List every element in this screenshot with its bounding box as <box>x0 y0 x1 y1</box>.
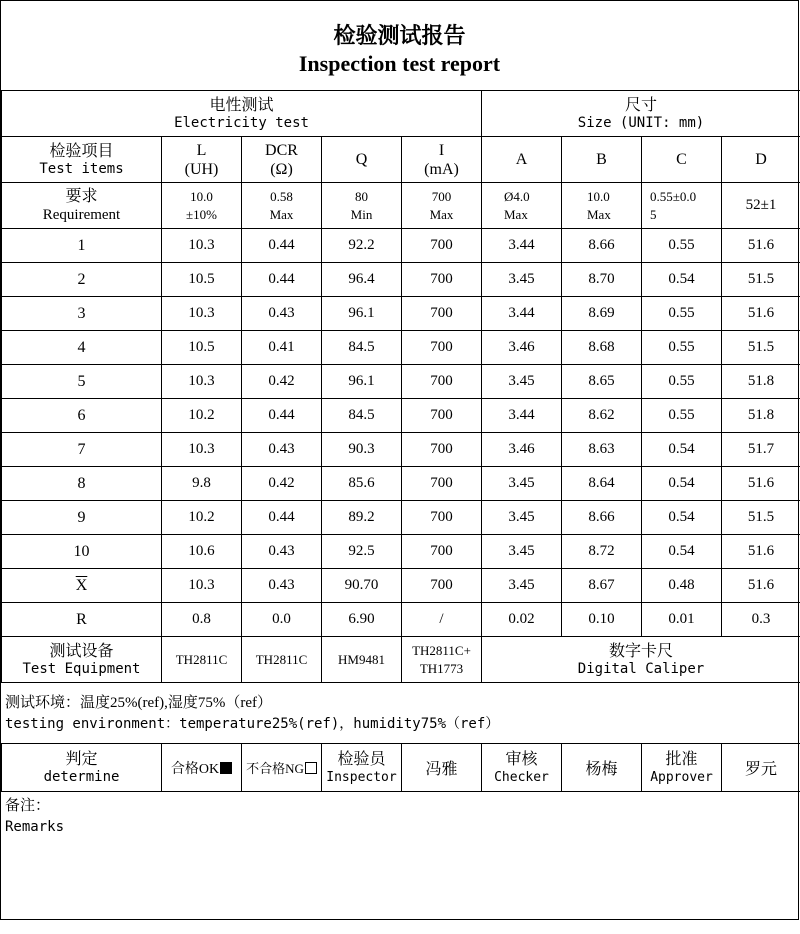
equipment-L: TH2811C <box>162 637 242 683</box>
equipment-label-cn: 测试设备 <box>49 642 114 660</box>
equipment-Q: HM9481 <box>322 637 402 683</box>
cell-A: 3.45 <box>482 569 562 603</box>
test-environment <box>1 682 798 744</box>
cell-B: 8.66 <box>562 229 642 263</box>
cell-I: 700 <box>402 331 482 365</box>
cell-L: 9.8 <box>162 467 242 501</box>
req-D: 52±1 <box>722 183 800 229</box>
req-A <box>482 183 562 229</box>
cell-D: 51.6 <box>722 535 800 569</box>
cell-Q: 92.2 <box>322 229 402 263</box>
cell-C: 0.55 <box>642 399 722 433</box>
cell-B: 8.67 <box>562 569 642 603</box>
cell-A: 3.45 <box>482 263 562 297</box>
req-I-value: 700 <box>431 188 452 204</box>
checker-label-en: Checker <box>494 769 549 785</box>
cell-L: 10.2 <box>162 399 242 433</box>
cell-L: 10.3 <box>162 433 242 467</box>
cell-D: 51.6 <box>722 467 800 501</box>
group-electric <box>2 91 482 137</box>
cell-Q: 85.6 <box>322 467 402 501</box>
row-label: 10 <box>2 535 162 569</box>
group-size-en: Size (UNIT: mm) <box>577 114 705 131</box>
req-A-value: Ø4.0 <box>504 188 530 204</box>
cell-D: 51.5 <box>722 331 800 365</box>
cell-L: 10.3 <box>162 229 242 263</box>
req-A-limit: Max <box>504 206 528 222</box>
inspector-label-en: Inspector <box>326 769 397 785</box>
cell-B: 8.72 <box>562 535 642 569</box>
table-row <box>2 229 800 263</box>
table-row <box>2 365 800 399</box>
req-Q-limit: Min <box>350 206 373 222</box>
cell-DCR: 0.44 <box>242 501 322 535</box>
cell-B: 8.69 <box>562 297 642 331</box>
approver-label-cn: 批准 <box>665 750 698 768</box>
cell-DCR: 0.0 <box>242 603 322 637</box>
ok-checkbox[interactable] <box>162 744 242 792</box>
cell-L: 10.5 <box>162 331 242 365</box>
row-label: 8 <box>2 467 162 501</box>
cell-Q: 90.70 <box>322 569 402 603</box>
cell-DCR: 0.43 <box>242 433 322 467</box>
col-I-top: I <box>438 141 445 159</box>
equipment-label-en: Test Equipment <box>22 660 141 677</box>
cell-D: 51.7 <box>722 433 800 467</box>
cell-D: 51.8 <box>722 365 800 399</box>
table-row <box>2 399 800 433</box>
cell-L: 10.3 <box>162 569 242 603</box>
cell-A: 3.44 <box>482 399 562 433</box>
cell-DCR: 0.44 <box>242 263 322 297</box>
row-label: 2 <box>2 263 162 297</box>
equipment-DCR: TH2811C <box>242 637 322 683</box>
group-electric-en: Electricity test <box>174 114 309 131</box>
ng-checkbox[interactable] <box>242 744 322 792</box>
cell-A: 3.45 <box>482 501 562 535</box>
cell-D: 0.3 <box>722 603 800 637</box>
req-B <box>562 183 642 229</box>
inspector-label <box>322 744 402 792</box>
cell-D: 51.8 <box>722 399 800 433</box>
req-Q-value: 80 <box>355 188 368 204</box>
cell-C: 0.54 <box>642 263 722 297</box>
cell-D: 51.6 <box>722 569 800 603</box>
col-DCR-top: DCR <box>265 141 298 159</box>
req-B-limit: Max <box>587 206 611 222</box>
equipment-label <box>2 637 162 683</box>
col-DCR-unit: (Ω) <box>270 160 293 178</box>
group-electric-cn: 电性测试 <box>209 96 274 114</box>
cell-DCR: 0.43 <box>242 297 322 331</box>
approver-label <box>642 744 722 792</box>
col-test-items-en: Test items <box>39 160 124 177</box>
cell-D: 51.5 <box>722 263 800 297</box>
remarks-label-cn: 备注： <box>5 798 51 814</box>
table-row <box>2 569 800 603</box>
cell-B: 8.66 <box>562 501 642 535</box>
cell-DCR: 0.42 <box>242 365 322 399</box>
equipment-table <box>1 636 800 683</box>
cell-L: 0.8 <box>162 603 242 637</box>
cell-L: 10.6 <box>162 535 242 569</box>
cell-B: 8.65 <box>562 365 642 399</box>
cell-I: / <box>402 603 482 637</box>
cell-DCR: 0.42 <box>242 467 322 501</box>
measurement-table <box>1 228 800 637</box>
cell-Q: 96.1 <box>322 365 402 399</box>
cell-L: 10.3 <box>162 297 242 331</box>
cell-A: 3.46 <box>482 433 562 467</box>
unchecked-box-icon <box>305 762 317 774</box>
inspector-label-cn: 检验员 <box>337 750 386 768</box>
cell-C: 0.54 <box>642 467 722 501</box>
req-L-tolerance: ±10% <box>186 206 217 222</box>
inspector-name: 冯雅 <box>402 744 482 792</box>
cell-Q: 84.5 <box>322 331 402 365</box>
req-I <box>402 183 482 229</box>
cell-Q: 92.5 <box>322 535 402 569</box>
checked-box-icon <box>220 762 232 774</box>
cell-L: 10.3 <box>162 365 242 399</box>
cell-DCR: 0.44 <box>242 399 322 433</box>
cell-DCR: 0.43 <box>242 535 322 569</box>
req-C <box>642 183 722 229</box>
cell-D: 51.5 <box>722 501 800 535</box>
row-label: $\overline{X}$ <box>2 569 162 603</box>
cell-Q: 84.5 <box>322 399 402 433</box>
cell-C: 0.01 <box>642 603 722 637</box>
cell-Q: 89.2 <box>322 501 402 535</box>
row-label: 6 <box>2 399 162 433</box>
environment-en: testing environment：temperature25%(ref)，humidity75%（ref） <box>5 716 500 732</box>
col-L <box>162 137 242 183</box>
cell-DCR: 0.41 <box>242 331 322 365</box>
cell-I: 700 <box>402 297 482 331</box>
cell-B: 8.63 <box>562 433 642 467</box>
requirement-label-en: Requirement <box>42 206 121 223</box>
approver-label-en: Approver <box>650 769 713 785</box>
col-L-top: L <box>196 141 207 159</box>
group-size-cn: 尺寸 <box>624 96 657 114</box>
req-C-tolerance: 5 <box>650 206 657 222</box>
cell-A: 3.45 <box>482 467 562 501</box>
determine-label <box>2 744 162 792</box>
cell-B: 8.70 <box>562 263 642 297</box>
req-Q <box>322 183 402 229</box>
row-label: 1 <box>2 229 162 263</box>
req-DCR <box>242 183 322 229</box>
cell-Q: 90.3 <box>322 433 402 467</box>
cell-I: 700 <box>402 569 482 603</box>
cell-C: 0.55 <box>642 297 722 331</box>
requirement-label-cn: 要求 <box>65 187 98 205</box>
report-header <box>1 1 798 91</box>
cell-B: 8.62 <box>562 399 642 433</box>
req-L-value: 10.0 <box>190 188 213 204</box>
row-label: 7 <box>2 433 162 467</box>
equipment-size-cn: 数字卡尺 <box>608 642 673 660</box>
cell-B: 8.64 <box>562 467 642 501</box>
equipment-size <box>482 637 800 683</box>
signoff-table <box>1 743 800 792</box>
cell-A: 3.44 <box>482 229 562 263</box>
cell-A: 3.45 <box>482 535 562 569</box>
cell-Q: 96.4 <box>322 263 402 297</box>
cell-DCR: 0.44 <box>242 229 322 263</box>
req-DCR-limit: Max <box>269 206 294 222</box>
col-I-unit: (mA) <box>424 160 459 178</box>
cell-L: 10.5 <box>162 263 242 297</box>
checker-label <box>482 744 562 792</box>
cell-C: 0.55 <box>642 229 722 263</box>
approver-name: 罗元 <box>722 744 800 792</box>
determine-label-en: determine <box>43 768 120 785</box>
requirement-label <box>2 183 162 229</box>
col-B: B <box>562 137 642 183</box>
equipment-I-line1: TH2811C+ <box>412 642 471 658</box>
equipment-I-line2: TH1773 <box>419 660 464 676</box>
table-row <box>2 297 800 331</box>
table-row <box>2 467 800 501</box>
row-label: 9 <box>2 501 162 535</box>
ok-label: 合格OK <box>170 761 220 777</box>
row-label: 3 <box>2 297 162 331</box>
cell-I: 700 <box>402 535 482 569</box>
table-row <box>2 331 800 365</box>
req-L <box>162 183 242 229</box>
cell-I: 700 <box>402 467 482 501</box>
col-Q: Q <box>322 137 402 183</box>
col-C: C <box>642 137 722 183</box>
col-test-items <box>2 137 162 183</box>
determine-label-cn: 判定 <box>65 750 98 768</box>
cell-Q: 96.1 <box>322 297 402 331</box>
cell-C: 0.54 <box>642 535 722 569</box>
cell-DCR: 0.43 <box>242 569 322 603</box>
cell-I: 700 <box>402 433 482 467</box>
cell-A: 3.45 <box>482 365 562 399</box>
col-A: A <box>482 137 562 183</box>
row-label: 4 <box>2 331 162 365</box>
equipment-I <box>402 637 482 683</box>
remarks-label-en: Remarks <box>5 819 65 835</box>
cell-A: 3.44 <box>482 297 562 331</box>
row-label: 5 <box>2 365 162 399</box>
cell-I: 700 <box>402 229 482 263</box>
ng-label: 不合格NG <box>246 761 304 776</box>
req-B-value: 10.0 <box>587 188 610 204</box>
checker-label-cn: 审核 <box>505 750 538 768</box>
col-L-unit: (UH) <box>184 160 219 178</box>
req-DCR-value: 0.58 <box>270 188 293 204</box>
cell-I: 700 <box>402 399 482 433</box>
report-title-cn: 检验测试报告 <box>333 23 466 48</box>
col-D: D <box>722 137 800 183</box>
col-DCR <box>242 137 322 183</box>
req-I-limit: Max <box>429 206 454 222</box>
req-C-value: 0.55±0.0 <box>650 188 697 204</box>
table-row <box>2 535 800 569</box>
equipment-size-en: Digital Caliper <box>577 660 705 677</box>
cell-A: 0.02 <box>482 603 562 637</box>
table-row <box>2 433 800 467</box>
cell-I: 700 <box>402 501 482 535</box>
checker-name: 杨梅 <box>562 744 642 792</box>
cell-D: 51.6 <box>722 297 800 331</box>
row-label: R <box>2 603 162 637</box>
col-test-items-cn: 检验项目 <box>49 142 114 160</box>
cell-C: 0.54 <box>642 433 722 467</box>
cell-C: 0.55 <box>642 331 722 365</box>
cell-C: 0.48 <box>642 569 722 603</box>
table-row <box>2 263 800 297</box>
cell-B: 0.10 <box>562 603 642 637</box>
cell-I: 700 <box>402 365 482 399</box>
cell-A: 3.46 <box>482 331 562 365</box>
group-size <box>482 91 800 137</box>
table-row <box>2 603 800 637</box>
table-row <box>2 501 800 535</box>
cell-C: 0.55 <box>642 365 722 399</box>
requirement-row <box>2 183 800 229</box>
col-I <box>402 137 482 183</box>
report-title-en: Inspection test report <box>298 51 501 76</box>
test-table <box>1 90 800 229</box>
cell-D: 51.6 <box>722 229 800 263</box>
cell-C: 0.54 <box>642 501 722 535</box>
remarks-section <box>1 792 798 838</box>
cell-L: 10.2 <box>162 501 242 535</box>
cell-Q: 6.90 <box>322 603 402 637</box>
cell-B: 8.68 <box>562 331 642 365</box>
cell-I: 700 <box>402 263 482 297</box>
environment-cn: 测试环境：温度25%(ref),湿度75%（ref） <box>5 695 273 711</box>
